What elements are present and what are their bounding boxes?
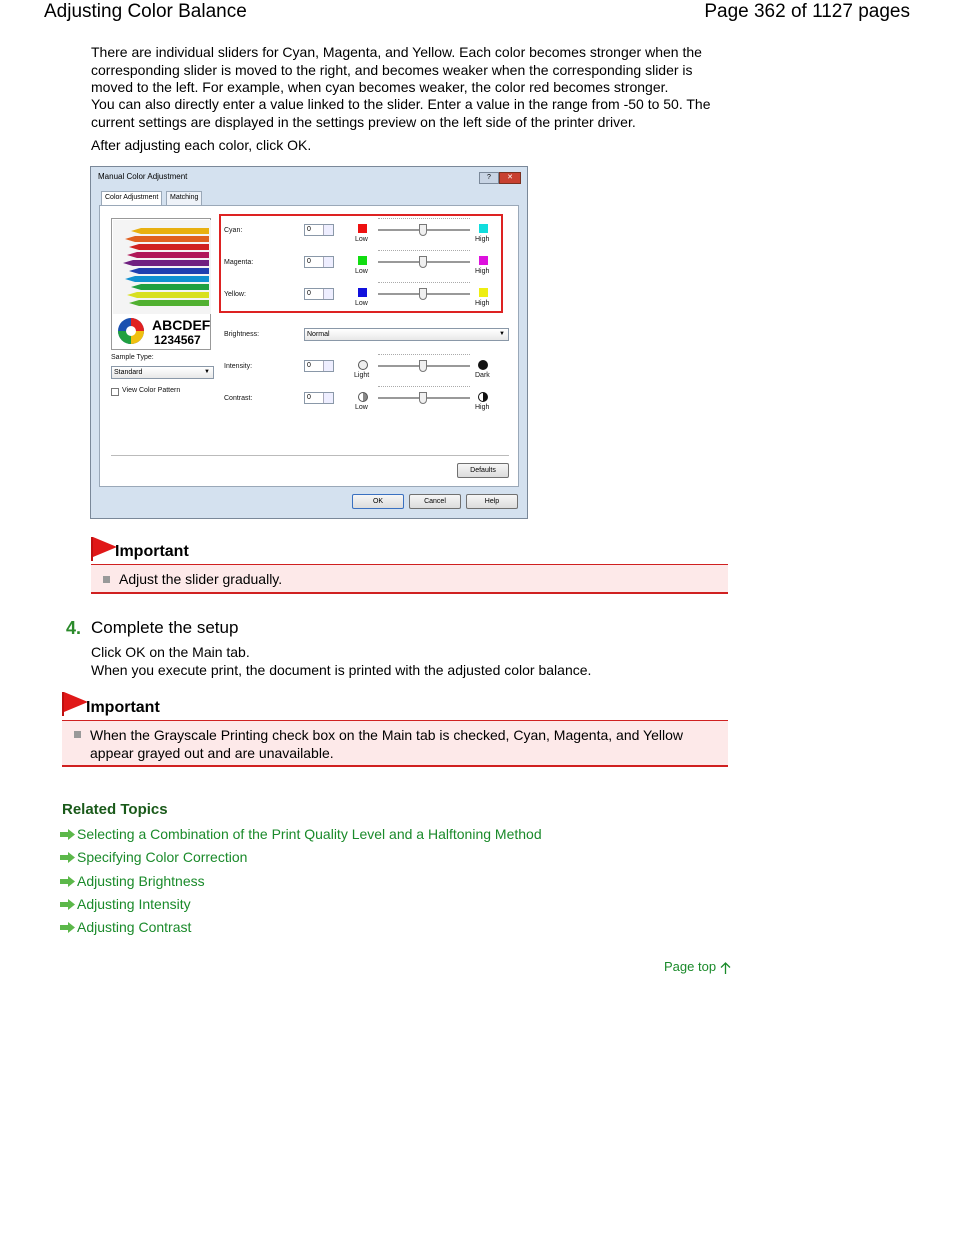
help-icon: ? <box>479 172 499 184</box>
help-button[interactable]: Help <box>466 494 518 509</box>
intro-paragraph-2: You can also directly enter a value linked to the slider. Enter a value in the range from -50 to 50. The current settings are displayed in the settings preview on the left side of the printer driver. <box>91 96 711 130</box>
yellow-ticks <box>378 282 470 285</box>
intensity-input[interactable]: 0 <box>304 360 334 372</box>
dialog-title: Manual Color Adjustment <box>98 172 188 181</box>
preview-letters: ABCDEF <box>152 317 211 333</box>
arrow-right-icon <box>60 922 75 933</box>
yellow-low-label: Low <box>355 300 368 307</box>
related-link-contrast[interactable] <box>60 919 191 935</box>
step-title: Complete the setup <box>91 618 239 637</box>
settings-preview <box>111 218 211 350</box>
brightness-label: Brightness: <box>224 331 260 338</box>
cyan-low-label: Low <box>355 236 368 243</box>
magenta-label: Magenta: <box>224 259 254 266</box>
yellow-high-label: High <box>475 300 490 307</box>
yellow-low-swatch <box>358 288 367 297</box>
bullet-icon <box>103 576 110 583</box>
color-wheel-icon <box>116 316 146 346</box>
important-flag-icon <box>91 537 117 561</box>
dialog-panel <box>99 205 519 487</box>
view-pattern-label: View Color Pattern <box>122 387 181 394</box>
important-flag-icon <box>62 692 88 716</box>
important-item-2: When the Grayscale Printing check box on the Main tab is checked, Cyan, Magenta, and Yellow appear grayed out and are unavailable. <box>90 727 684 761</box>
important-box-1 <box>91 564 728 594</box>
divider <box>111 455 509 456</box>
magenta-high-swatch <box>479 256 488 265</box>
yellow-input[interactable]: 0 <box>304 288 334 300</box>
cyan-high-label: High <box>475 236 490 243</box>
related-link-label[interactable]: Adjusting Contrast <box>77 919 192 935</box>
related-link-label[interactable]: Adjusting Intensity <box>77 896 191 912</box>
related-link-intensity[interactable] <box>60 896 191 912</box>
dialog-screenshot <box>90 166 528 519</box>
contrast-ticks <box>378 386 470 389</box>
contrast-low-label: Low <box>355 404 368 411</box>
arrow-right-icon <box>60 829 75 840</box>
page-top-link[interactable] <box>664 959 731 974</box>
dark-circle-icon <box>478 360 488 370</box>
cyan-high-swatch <box>479 224 488 233</box>
related-link-label[interactable]: Selecting a Combination of the Print Quality Level and a Halftoning Method <box>77 826 542 842</box>
important-box-2 <box>62 720 728 767</box>
contrast-slider-thumb[interactable] <box>419 392 427 404</box>
arrow-right-icon <box>60 852 75 863</box>
yellow-slider-thumb[interactable] <box>419 288 427 300</box>
related-link-quality-halftoning[interactable] <box>60 826 542 842</box>
magenta-low-label: Low <box>355 268 368 275</box>
step-number: 4. <box>66 618 82 638</box>
magenta-slider-thumb[interactable] <box>419 256 427 268</box>
magenta-high-label: High <box>475 268 490 275</box>
contrast-high-label: High <box>475 404 490 411</box>
related-link-label[interactable]: Specifying Color Correction <box>77 849 248 865</box>
light-circle-icon <box>358 360 368 370</box>
related-link-brightness[interactable] <box>60 873 205 889</box>
intensity-low-label: Light <box>354 372 370 379</box>
important-item-1: Adjust the slider gradually. <box>119 571 283 587</box>
preview-numbers: 1234567 <box>154 333 201 347</box>
cyan-ticks <box>378 218 470 221</box>
sample-type-select[interactable]: Standard ▼ <box>111 366 214 379</box>
cyan-low-swatch <box>358 224 367 233</box>
magenta-ticks <box>378 250 470 253</box>
contrast-low-icon <box>358 392 368 402</box>
step-line-1: Click OK on the Main tab. <box>91 644 250 660</box>
magenta-input[interactable]: 0 <box>304 256 334 268</box>
intro-paragraph-1: There are individual sliders for Cyan, Magenta, and Yellow. Each color becomes stronger when the corresponding slider is moved to the right, and becomes weaker when the corresponding slider is moved to the left. For example, when cyan becomes weaker, the color red becomes stronger. <box>91 44 702 95</box>
pencils-image <box>113 220 211 314</box>
related-link-color-correction[interactable] <box>60 849 247 865</box>
important-title-1: Important <box>115 543 189 560</box>
cyan-label: Cyan: <box>224 227 243 234</box>
contrast-label: Contrast: <box>224 395 253 402</box>
cancel-button[interactable]: Cancel <box>409 494 461 509</box>
page-top-label[interactable]: Page top <box>664 959 717 974</box>
close-icon: ✕ <box>499 172 521 184</box>
brightness-select[interactable]: Normal ▼ <box>304 328 509 341</box>
cyan-input[interactable]: 0 <box>304 224 334 236</box>
intensity-label: Intensity: <box>224 363 253 370</box>
contrast-input[interactable]: 0 <box>304 392 334 404</box>
related-link-label[interactable]: Adjusting Brightness <box>77 873 205 889</box>
tab-matching: Matching <box>166 191 202 206</box>
yellow-high-swatch <box>479 288 488 297</box>
intensity-ticks <box>378 354 470 357</box>
bullet-icon <box>74 731 81 738</box>
view-pattern-checkbox[interactable] <box>111 388 119 396</box>
yellow-label: Yellow: <box>224 291 246 298</box>
tab-color-adjustment: Color Adjustment <box>101 191 162 206</box>
intensity-high-label: Dark <box>475 372 490 379</box>
ok-button[interactable]: OK <box>352 494 404 509</box>
page-title: Adjusting Color Balance <box>44 1 247 22</box>
arrow-right-icon <box>60 876 75 887</box>
important-title-2: Important <box>86 699 160 716</box>
magenta-low-swatch <box>358 256 367 265</box>
defaults-button[interactable]: Defaults <box>457 463 509 478</box>
intensity-slider-thumb[interactable] <box>419 360 427 372</box>
arrow-up-icon <box>720 962 731 974</box>
sample-type-label: Sample Type: <box>111 354 154 361</box>
arrow-right-icon <box>60 899 75 910</box>
related-topics-title: Related Topics <box>62 801 168 818</box>
intro-paragraph-3: After adjusting each color, click OK. <box>91 137 312 153</box>
contrast-high-icon <box>478 392 488 402</box>
step-line-2: When you execute print, the document is printed with the adjusted color balance. <box>91 662 592 678</box>
window-controls <box>479 172 521 184</box>
cyan-slider-thumb[interactable] <box>419 224 427 236</box>
page-counter: Page 362 of 1127 pages <box>704 1 910 22</box>
